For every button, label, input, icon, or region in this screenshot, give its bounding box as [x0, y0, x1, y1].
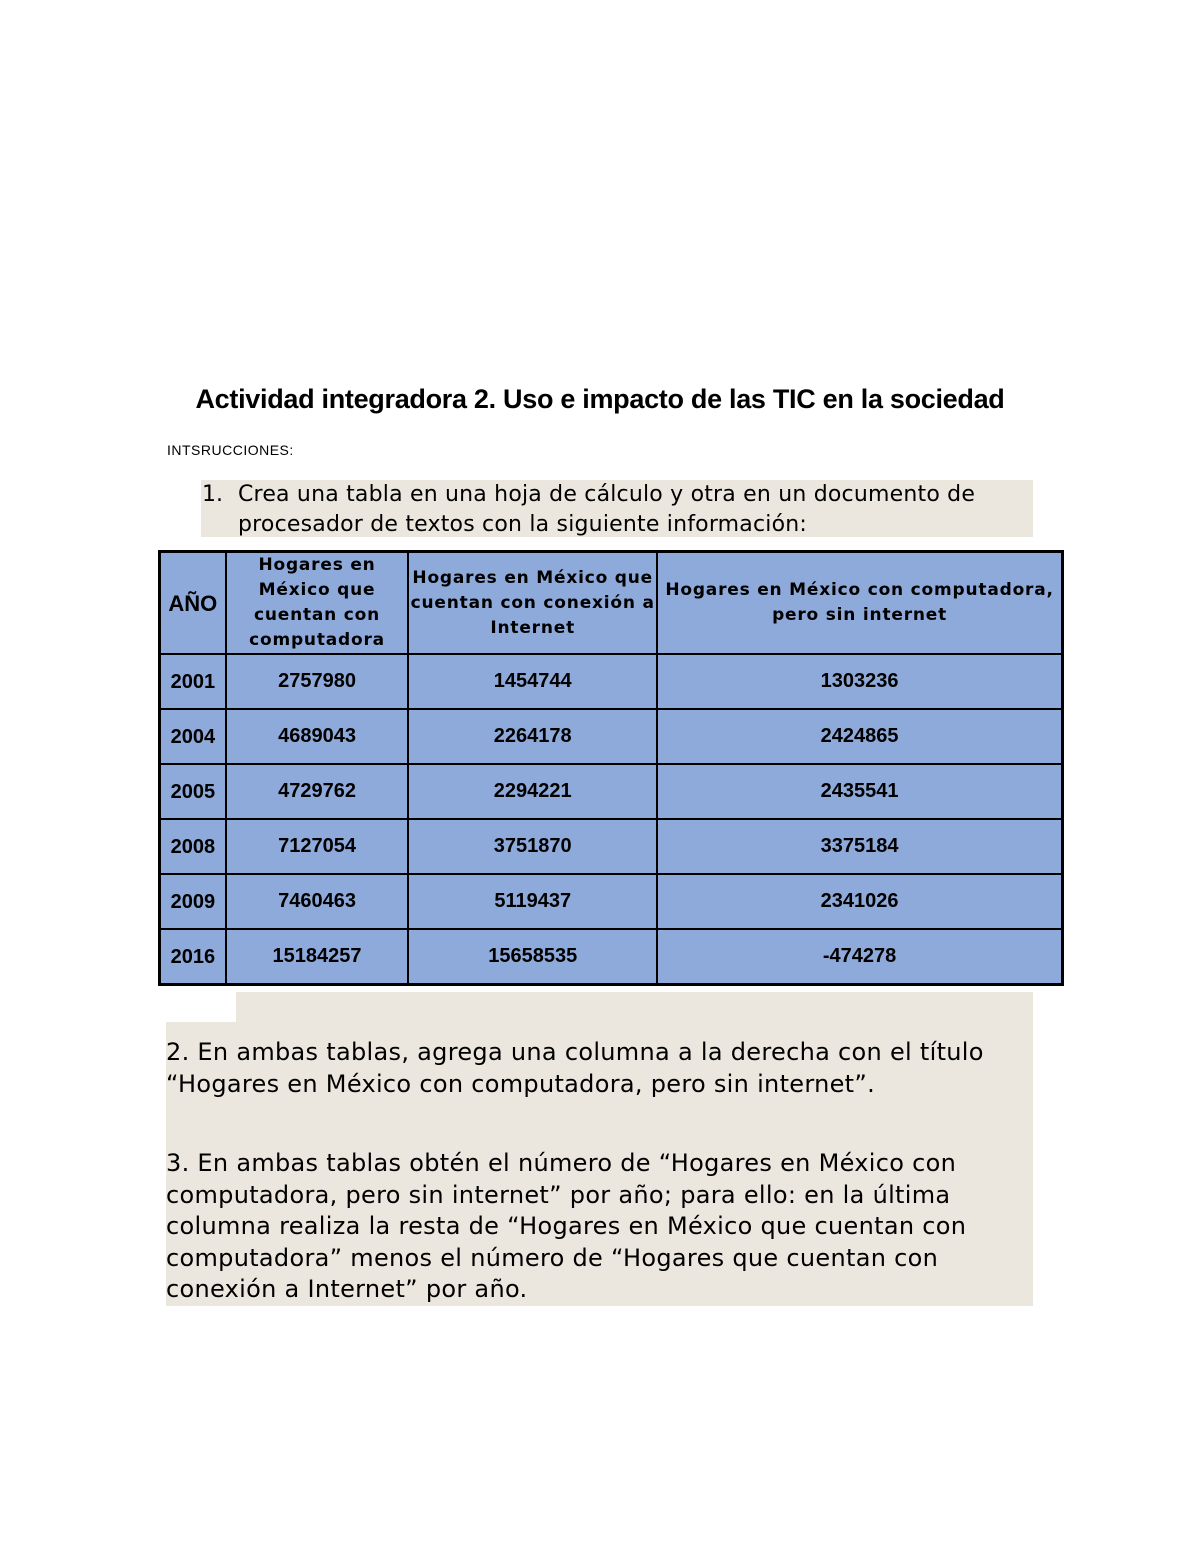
- computadora-cell: 4729762: [226, 764, 409, 819]
- internet-cell: 15658535: [408, 929, 657, 985]
- year-cell: 2016: [160, 929, 226, 985]
- year-cell: 2005: [160, 764, 226, 819]
- table-row: [160, 654, 1063, 709]
- computadora-cell: 2757980: [226, 654, 409, 709]
- households-table: [158, 550, 1064, 986]
- header-year: AÑO: [160, 552, 226, 655]
- sin-internet-cell: 3375184: [657, 819, 1062, 874]
- step2-text: 2. En ambas tablas, agrega una columna a la derecha con el título “Hogares en México con computadora, pero sin internet”.: [166, 1038, 984, 1098]
- internet-cell: 2294221: [408, 764, 657, 819]
- step1-text: Crea una tabla en una hoja de cálculo y otra en un documento de procesador de textos con la siguiente información:: [238, 482, 976, 537]
- internet-cell: 1454744: [408, 654, 657, 709]
- step3-text: 3. En ambas tablas obtén el número de “Hogares en México con computadora, pero sin internet” por año; para ello: en la última columna realiza la resta de “Hogares en México que cuentan con computadora” menos el número de “Hogares que cuentan con conexión a Internet” por año.: [166, 1149, 967, 1303]
- internet-cell: 3751870: [408, 819, 657, 874]
- table-row: [160, 709, 1063, 764]
- year-cell: 2001: [160, 654, 226, 709]
- year-cell: 2004: [160, 709, 226, 764]
- table-header-row: [160, 552, 1063, 655]
- sin-internet-cell: 2435541: [657, 764, 1062, 819]
- table-row: [160, 819, 1063, 874]
- table-row: [160, 764, 1063, 819]
- header-internet: Hogares en México que cuentan con conexión a Internet: [408, 552, 657, 655]
- internet-cell: 5119437: [408, 874, 657, 929]
- sin-internet-cell: 2424865: [657, 709, 1062, 764]
- computadora-cell: 7127054: [226, 819, 409, 874]
- step1-number: 1.: [202, 482, 223, 507]
- table-row: [160, 874, 1063, 929]
- header-computadora: Hogares en México que cuentan con computadora: [226, 552, 409, 655]
- year-cell: 2009: [160, 874, 226, 929]
- computadora-cell: 15184257: [226, 929, 409, 985]
- document-title: Actividad integradora 2. Uso e impacto de las TIC en la sociedad: [195, 384, 1005, 414]
- table-row: [160, 929, 1063, 985]
- computadora-cell: 7460463: [226, 874, 409, 929]
- internet-cell: 2264178: [408, 709, 657, 764]
- highlight-strip: [236, 992, 1033, 1022]
- instructions-label: INTSRUCCIONES:: [167, 442, 294, 458]
- header-sin-internet: Hogares en México con computadora, pero sin internet: [657, 552, 1062, 655]
- year-cell: 2008: [160, 819, 226, 874]
- computadora-cell: 4689043: [226, 709, 409, 764]
- sin-internet-cell: 1303236: [657, 654, 1062, 709]
- sin-internet-cell: 2341026: [657, 874, 1062, 929]
- sin-internet-cell: -474278: [657, 929, 1062, 985]
